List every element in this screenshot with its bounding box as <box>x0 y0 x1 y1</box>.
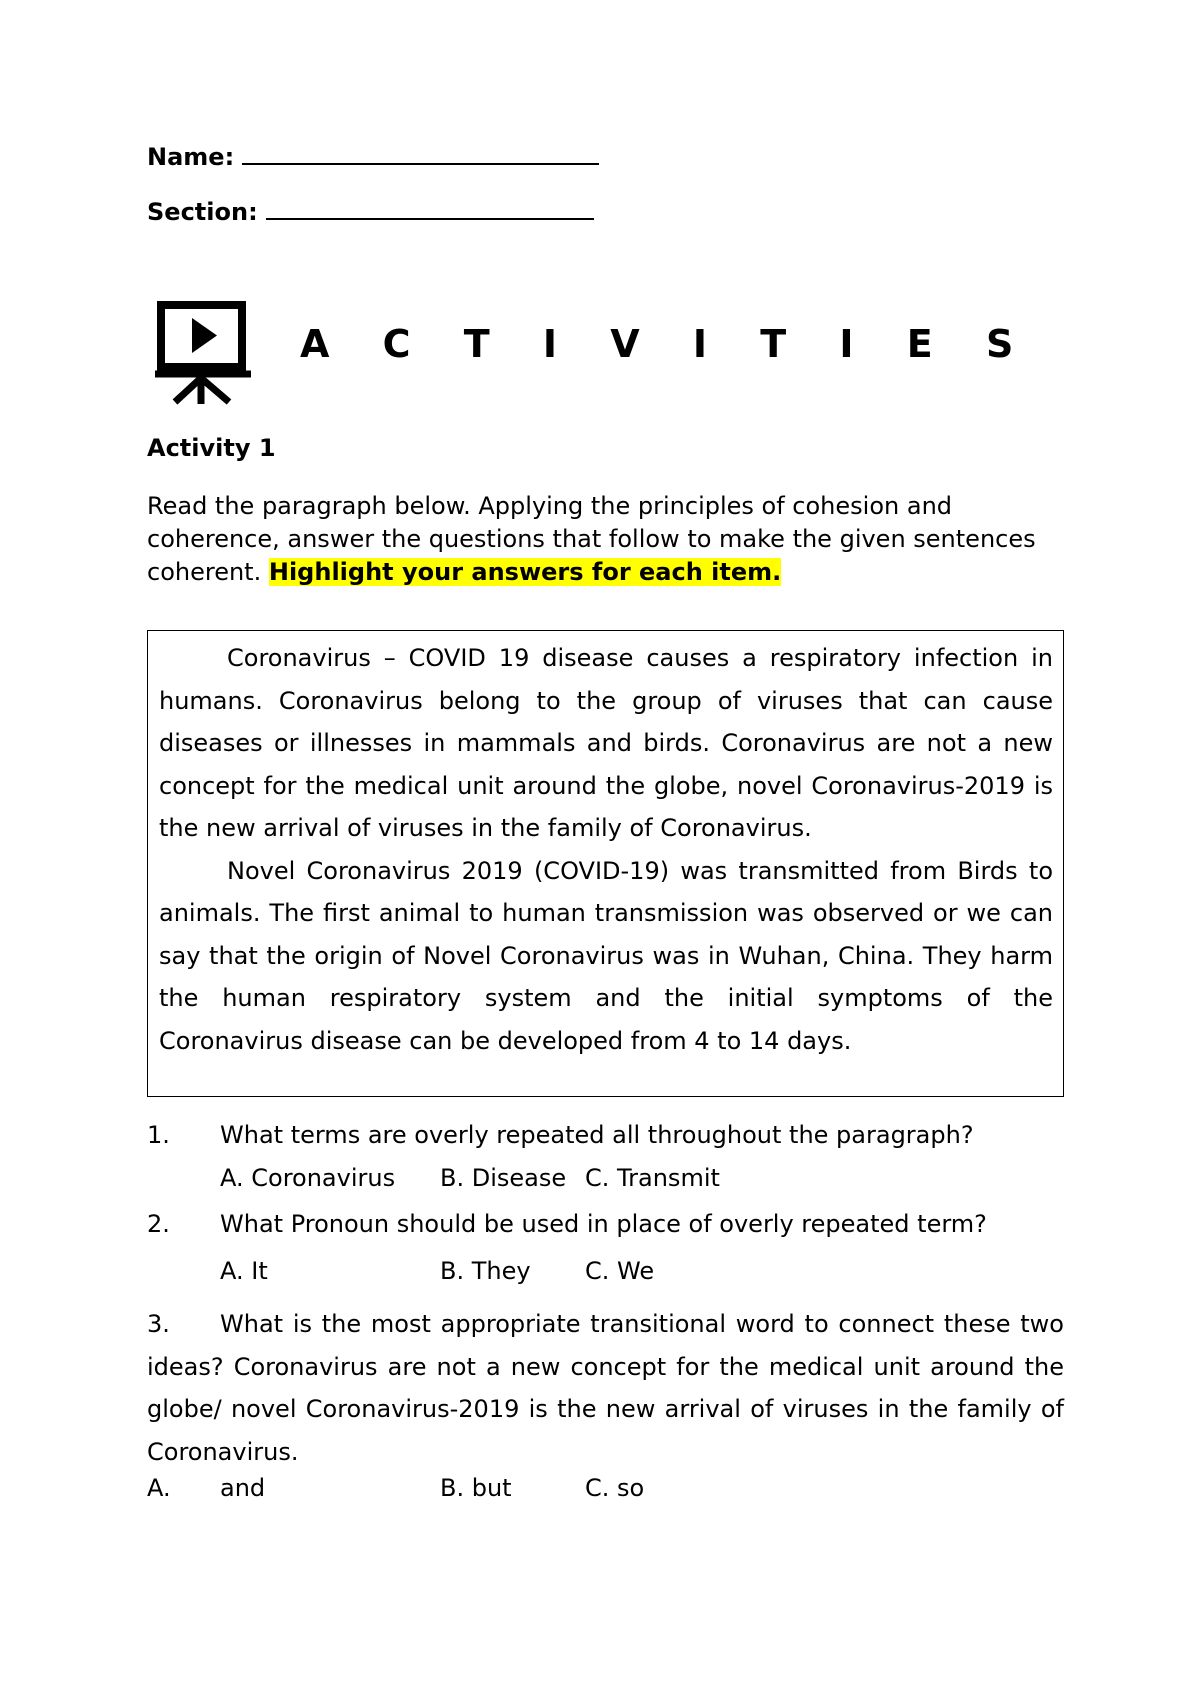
passage-paragraph-1: Coronavirus – COVID 19 disease causes a respiratory infection in humans. Coronavirus belong to the group of viruses that can cause diseases or illnesses in mammals and birds. Coronavirus are not a new concept for the medical unit around the globe, novel Coronavirus-2019 is the new arrival of viruses in the family of Coronavirus. <box>159 644 1053 842</box>
option-c: C. so <box>585 1474 645 1502</box>
presentation-board-icon <box>155 298 251 406</box>
option-c: C. Transmit <box>585 1164 720 1192</box>
option-a: A. Coronavirus <box>220 1164 396 1192</box>
name-field <box>147 143 599 171</box>
name-blank <box>242 143 599 165</box>
passage-box <box>147 630 1064 1097</box>
option-a: A. It <box>220 1257 268 1285</box>
option-b: B. but <box>440 1474 512 1502</box>
question-number: 2. <box>147 1210 170 1238</box>
option-b: B. They <box>440 1257 531 1285</box>
option-b: B. Disease <box>440 1164 567 1192</box>
section-blank <box>266 198 594 220</box>
question-text: What terms are overly repeated all throughout the paragraph? <box>220 1121 974 1149</box>
name-label: Name: <box>147 143 235 171</box>
option-a-text: and <box>220 1474 266 1502</box>
activity-heading: Activity 1 <box>147 434 276 462</box>
passage-paragraph-2: Novel Coronavirus 2019 (COVID-19) was transmitted from Birds to animals. The first animal to human transmission was observed or we can say that the origin of Novel Coronavirus was in Wuhan, China. They harm the human respiratory system and the initial symptoms of the Coronavirus disease can be developed from 4 to 14 days. <box>159 856 1053 1055</box>
section-label: Section: <box>147 198 258 226</box>
instructions-text: Read the paragraph below. Applying the principles of cohesion and coherence, answer the questions that follow to make the given sentences coherent. <box>147 492 1036 586</box>
question-text: What Pronoun should be used in place of overly repeated term? <box>220 1210 987 1238</box>
activity-instructions <box>147 490 1067 589</box>
activities-title: A C T I V I T I E S <box>300 322 1034 366</box>
question-number: 3. <box>147 1310 170 1338</box>
section-field <box>147 198 594 226</box>
option-c: C. We <box>585 1257 655 1285</box>
highlighted-instruction: Highlight your answers for each item. <box>268 558 782 586</box>
option-a: A. <box>147 1474 171 1502</box>
question-text: What is the most appropriate transitional word to connect these two ideas? Coronavirus are not a new concept for the medical unit around the globe/ novel Coronavirus-2019 is the new arrival of viruses in the family of Coronavirus. <box>147 1310 1064 1466</box>
question-number: 1. <box>147 1121 170 1149</box>
question-3 <box>147 1303 1064 1473</box>
